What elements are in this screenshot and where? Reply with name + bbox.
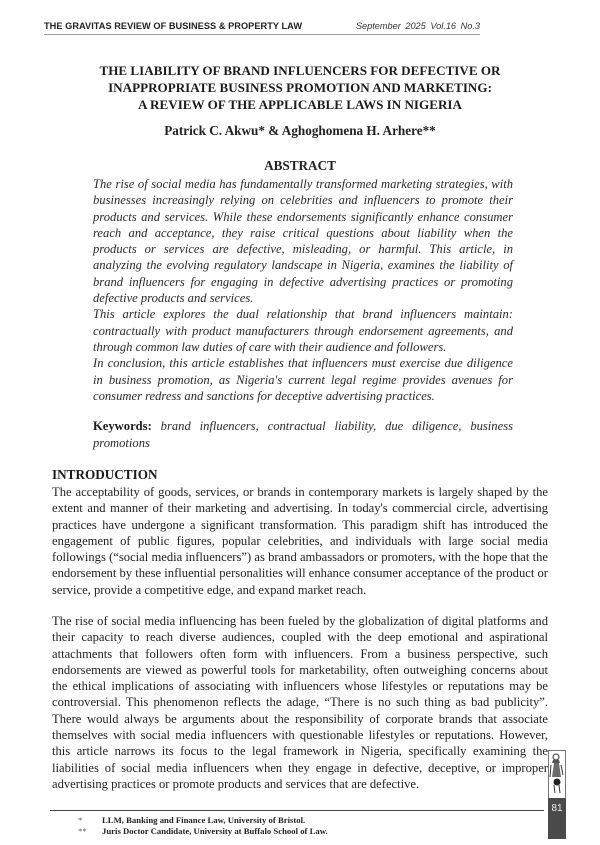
footnote-text: Juris Doctor Candidate, University at Buffalo School of Law. — [102, 826, 328, 836]
figure-icon — [549, 751, 565, 798]
abstract-body — [93, 176, 513, 404]
title-line: A REVIEW OF THE APPLICABLE LAWS IN NIGERIA — [138, 97, 462, 112]
introduction-heading: INTRODUCTION — [52, 467, 158, 482]
abstract-heading: ABSTRACT — [264, 158, 336, 173]
journal-figure-logo-icon — [548, 750, 566, 798]
body-paragraph: The rise of social media influencing has been fueled by the globalization of digital platforms and their capacity to reach diverse audiences, coupled with the deep emotional and aspirational attachments that followers often form with influencers. From a business perspective, such endorsements are viewed as powerful tools for marketability, often outweighing concerns about the ethical implications of associating with influencers whose lifestyles or reputations may be controversial. This phenomenon reflects the adage, “There is no such thing as bad publicity”. There would always be arguments about the responsibility of corporate brands that associate themselves with social media influencers with questionable lifestyles or reputations. However, this article narrows its focus to the legal framework in Nigeria, specifically examining the liabilities of social media influencers when they engage in defective, deceptive, or improper advertising practices or promote products and services that are defective. — [52, 614, 548, 791]
issue-info: September 2025 Vol.16 No.3 — [355, 21, 480, 31]
footnote — [78, 815, 305, 825]
footnote-mark: * — [78, 815, 83, 825]
body-paragraph: The acceptability of goods, services, or brands in contemporary markets is largely shaped by the extent and manner of their marketing and advertising. In today's commercial circle, advertising practices have undergone a significant transformation. This paradigm shift has introduced the engagement of public figures, popular celebrities, and individuals with large social media followings (“social media influencers”) as brand ambassadors or promoters, with the hope that the endorsement by these influential personalities will enhance consumer acceptance of the product or service, provide a competitive edge, and expand market reach. — [52, 485, 548, 597]
abstract-paragraph: In conclusion, this article establishes that influencers must exercise due diligence in business promotion, as Nigeria's current legal regime provides avenues for consumer redress and sanctions for deceptive advertising practices. — [93, 356, 513, 403]
footnote — [78, 826, 328, 836]
keywords-list: brand influencers, contractual liability, due diligence, business promotions — [93, 419, 513, 450]
abstract-paragraph: This article explores the dual relationship that brand influencers maintain: contractually with product manufacturers through endorsement agreements, and through common law duties of care with their audience and followers. — [93, 307, 513, 354]
footnote-text: LLM, Banking and Finance Law, University of Bristol. — [102, 815, 306, 825]
header-divider — [44, 34, 480, 35]
page-number-tab: 81 — [548, 798, 566, 839]
introduction-paragraph-1 — [52, 484, 548, 598]
article-title — [0, 62, 600, 113]
authors: Patrick C. Akwu* & Aghoghomena H. Arhere** — [164, 123, 436, 138]
abstract-paragraph: The rise of social media has fundamentally transformed marketing strategies, with businesses increasingly relying on celebrities and influencers to promote their products and services. While these endorsements significantly enhance consumer reach and acceptance, they raise critical questions about liability when the products or services are defective, misleading, or harmful. This article, in analyzing the evolving regulatory landscape in Nigeria, examines the liability of brand influencers for engaging in defective advertising practices or promoting defective products and services. — [93, 177, 513, 306]
footnote-divider — [50, 810, 544, 811]
title-line: INAPPROPRIATE BUSINESS PROMOTION AND MARKETING: — [108, 80, 492, 95]
keywords — [93, 418, 513, 452]
keywords-label: Keywords: — [93, 419, 152, 433]
introduction-paragraph-2 — [52, 613, 548, 792]
journal-title: THE GRAVITAS REVIEW OF BUSINESS & PROPERTY LAW — [44, 21, 303, 31]
title-line: THE LIABILITY OF BRAND INFLUENCERS FOR DEFECTIVE OR — [99, 63, 501, 78]
footnote-mark: ** — [78, 826, 87, 836]
